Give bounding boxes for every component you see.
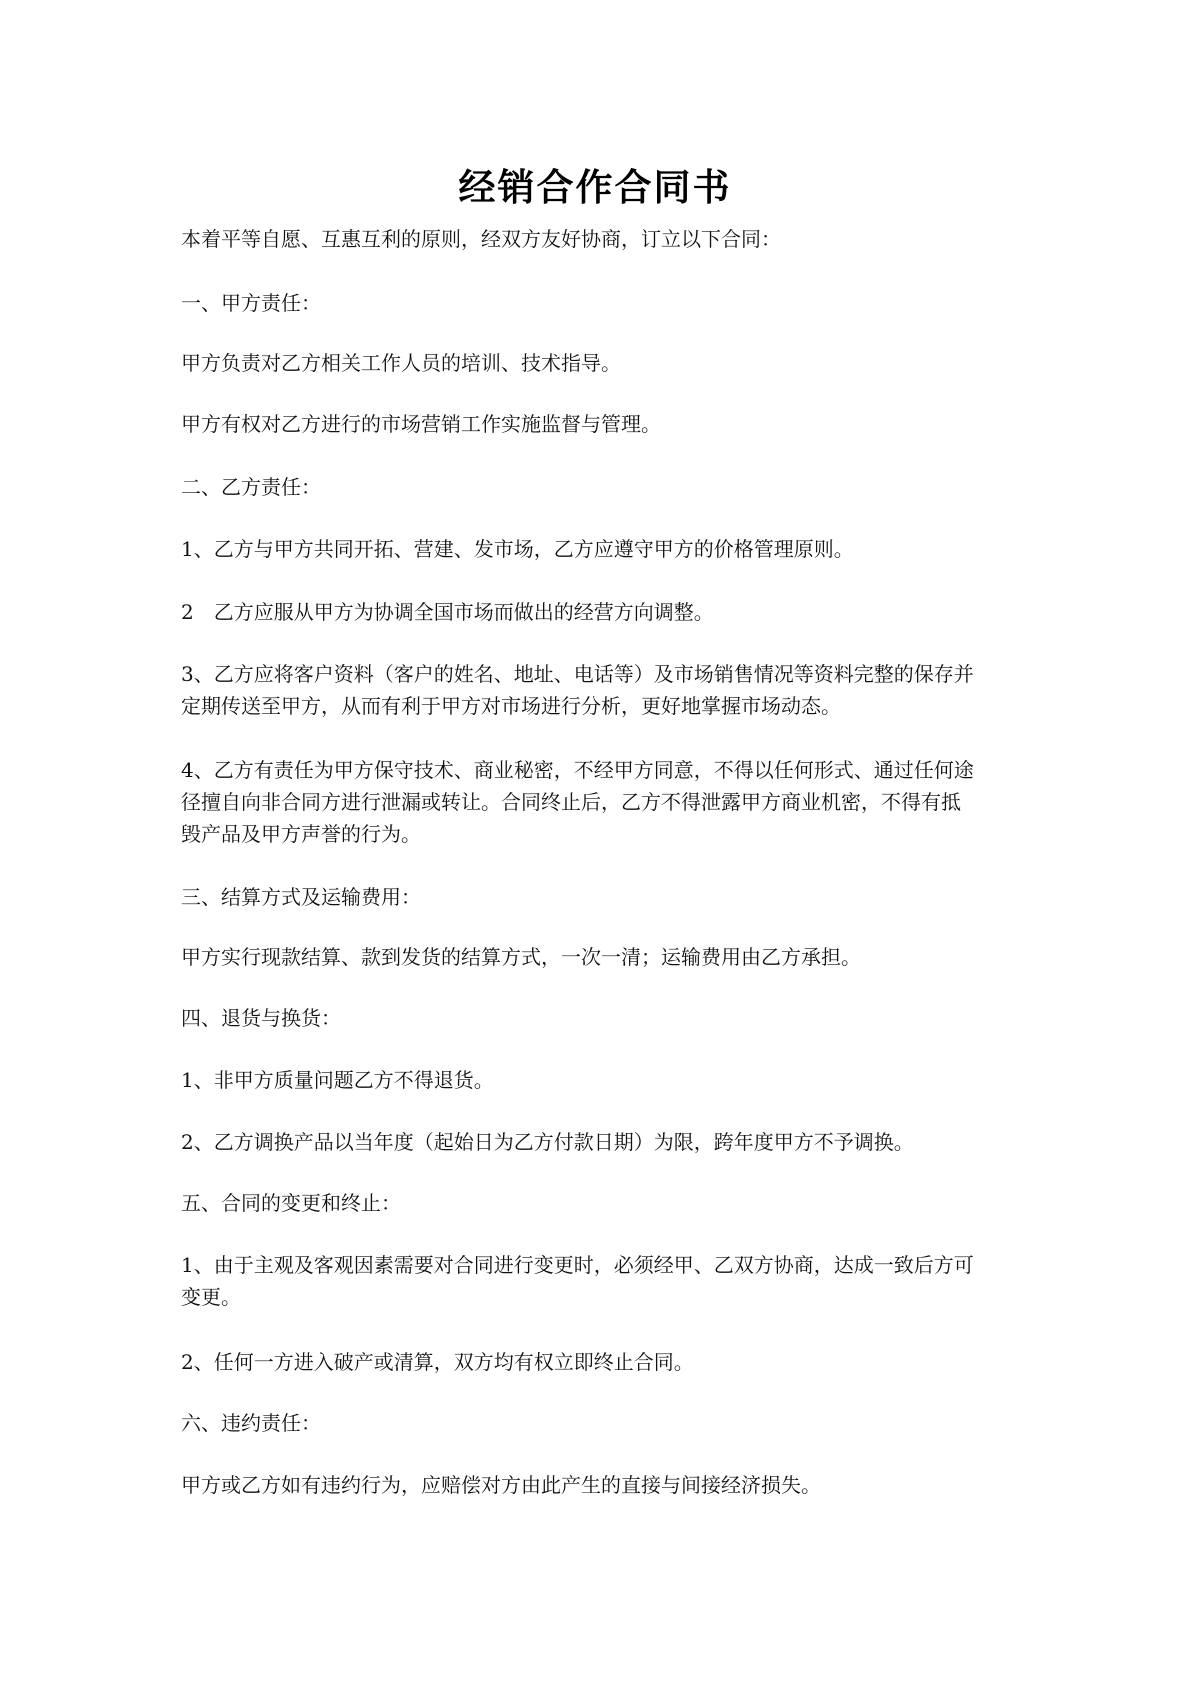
section-1-paragraph-1: 甲方负责对乙方相关工作人员的培训、技术指导。 <box>181 351 621 375</box>
section-2-paragraph-4-line-3: 毁产品及甲方声誉的行为。 <box>181 822 421 846</box>
section-heading-2: 二、乙方责任： <box>181 475 321 499</box>
section-4-paragraph-1: 1、非甲方质量问题乙方不得退货。 <box>181 1068 494 1092</box>
section-5-paragraph-1-line-2: 变更。 <box>181 1285 241 1309</box>
section-heading-3: 三、结算方式及运输费用： <box>181 885 421 909</box>
section-2-paragraph-2: 2 乙方应服从甲方为协调全国市场而做出的经营方向调整。 <box>181 600 714 624</box>
section-2-paragraph-4-line-2: 径擅自向非合同方进行泄漏或转让。合同终止后，乙方不得泄露甲方商业机密，不得有抵 <box>181 790 961 814</box>
section-5-paragraph-1-line-1: 1、由于主观及客观因素需要对合同进行变更时，必须经甲、乙双方协商，达成一致后方可 <box>181 1253 974 1277</box>
section-3-paragraph-1: 甲方实行现款结算、款到发货的结算方式，一次一清；运输费用由乙方承担。 <box>181 945 861 969</box>
section-2-paragraph-4-line-1: 4、乙方有责任为甲方保守技术、商业秘密，不经甲方同意，不得以任何形式、通过任何途 <box>181 758 974 782</box>
section-heading-6: 六、违约责任： <box>181 1411 321 1435</box>
section-6-paragraph-1: 甲方或乙方如有违约行为，应赔偿对方由此产生的直接与间接经济损失。 <box>181 1473 821 1497</box>
document-title: 经销合作合同书 <box>458 166 732 209</box>
section-heading-5: 五、合同的变更和终止： <box>181 1191 401 1215</box>
section-heading-4: 四、退货与换货： <box>181 1006 341 1030</box>
section-2-paragraph-1: 1、乙方与甲方共同开拓、营建、发市场，乙方应遵守甲方的价格管理原则。 <box>181 537 854 561</box>
section-2-paragraph-3-line-2: 定期传送至甲方，从而有利于甲方对市场进行分析，更好地掌握市场动态。 <box>181 694 841 718</box>
section-1-paragraph-2: 甲方有权对乙方进行的市场营销工作实施监督与管理。 <box>181 412 661 436</box>
section-5-paragraph-2: 2、任何一方进入破产或清算，双方均有权立即终止合同。 <box>181 1350 694 1374</box>
preamble: 本着平等自愿、互惠互利的原则，经双方友好协商，订立以下合同： <box>181 227 781 251</box>
section-2-paragraph-3-line-1: 3、乙方应将客户资料（客户的姓名、地址、电话等）及市场销售情况等资料完整的保存并 <box>181 662 974 686</box>
section-heading-1: 一、甲方责任： <box>181 291 321 315</box>
section-4-paragraph-2: 2、乙方调换产品以当年度（起始日为乙方付款日期）为限，跨年度甲方不予调换。 <box>181 1130 914 1154</box>
